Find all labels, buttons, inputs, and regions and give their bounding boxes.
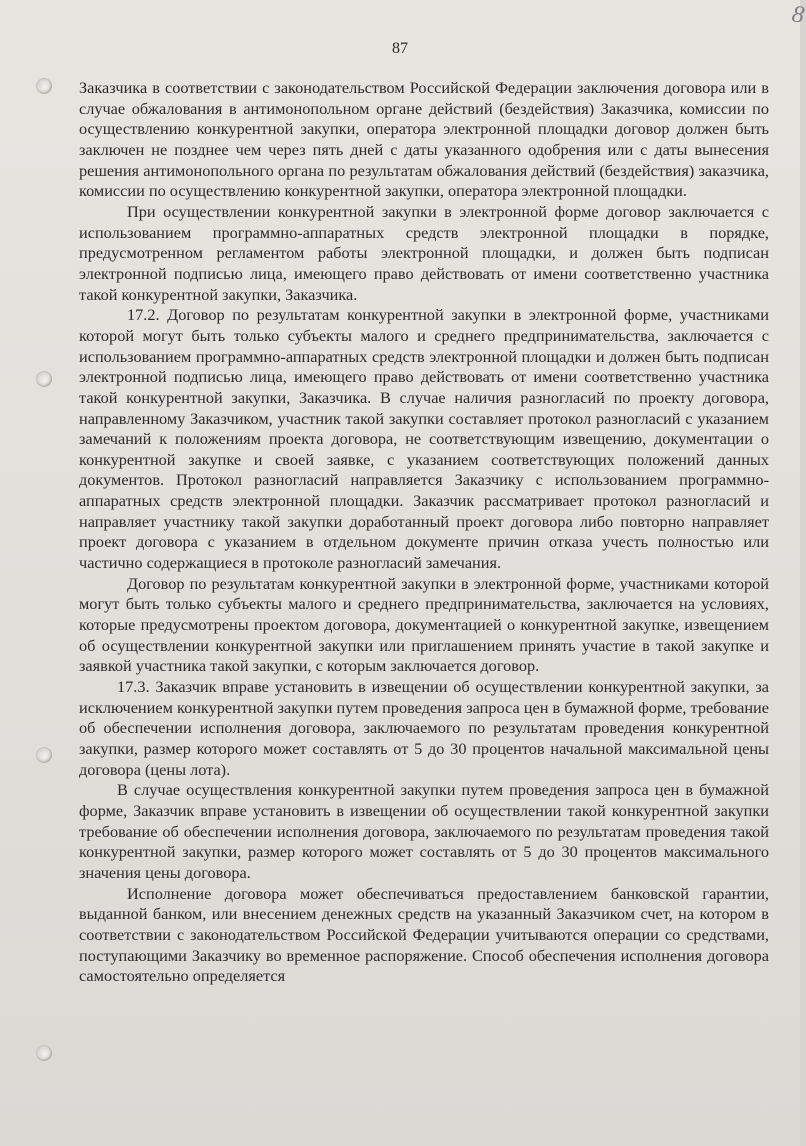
paragraph-17-3: 17.3. Заказчик вправе установить в извещении об осуществлении конкурентной закупки, за исключением конкурентной закупки путем проведения запроса цен в бумажной форме, требование об обеспечении исполнения договора, заключаемого по результатам проведения конкурентной закупки, размер которого может составлять от 5 до 30 процентов начальной максимальной цены договора (цены лота). (79, 677, 769, 779)
paragraph-paper-price-request: В случае осуществления конкурентной закупки путем проведения запроса цен в бумажной форме, Заказчик вправе установить в извещении об осуществлении такой конкурентной закупки требование об обеспечении исполнения договора, заключаемого по результатам проведения такой конкурентной закупки, размер которого может составлять от 5 до 30 процентов максимального значения цены договора. (79, 780, 769, 882)
handwritten-corner-mark: 8 (790, 1, 806, 29)
page-number: 87 (392, 40, 408, 57)
paragraph-security-method: Исполнение договора может обеспечиваться предоставлением банковской гарантии, выданной банком, или внесением денежных средств на указанный Заказчиком счет, на котором в соответствии с законодательством Российской Федерации учитываются операции со средствами, поступающими Заказчику во временное распоряжение. Способ обеспечения исполнения договора самостоятельно определяется (79, 883, 769, 986)
paragraph-17-2: 17.2. Договор по результатам конкурентной закупки в электронной форме, участниками которой могут быть только субъекты малого и среднего предпринимательства, заключается с использованием программно-аппаратных средств электронной площадки и должен быть подписан электронной подписью лица, имеющего право действовать от имени соответственно участника такой конкурентной закупки, Заказчика. В случае наличия разногласий по проекту договора, направленному Заказчиком, участник такой закупки составляет протокол разногласий с указанием замечаний к положениям проекта договора, не соответствующим извещению, документации о конкурентной закупке и своей заявке, с указанием соответствующих положений данных документов. Протокол разногласий направляется Заказчику с использованием программно-аппаратных средств электронной площадки. Заказчик рассматривает протокол разногласий и направляет участнику такой закупки доработанный проект договора либо повторно направляет проект договора с указанием в отдельном документе причин отказа учесть полностью или частично содержащиеся в протоколе разногласий замечания. (79, 305, 769, 573)
paragraph-sme-contract: Договор по результатам конкурентной закупки в электронной форме, участниками которой могут быть только субъекты малого и среднего предпринимательства, заключается на условиях, которые предусмотрены проектом договора, документацией о конкурентной закупке, извещением об осуществлении конкурентной закупки или приглашением принять участие в такой закупке и заявкой участника такой закупки, с которым заключается договор. (79, 573, 769, 676)
document-body (79, 78, 769, 987)
paragraph-electronic-form: При осуществлении конкурентной закупки в электронной форме договор заключается с использованием программно-аппаратных средств электронной площадки в порядке, предусмотренном регламентом работы электронной площадки, и должен быть подписан электронной подписью лица, имеющего право действовать от имени соответственно участника такой конкурентной закупки, Заказчика. (79, 201, 769, 304)
punch-hole-icon (36, 78, 52, 94)
paragraph-continuation: Заказчика в соответствии с законодательством Российской Федерации заключения договора или в случае обжалования в антимонопольном органе действий (бездействия) Заказчика, комиссии по осуществлению конкурентной закупки, оператора электронной площадки договор должен быть заключен не позднее чем через пять дней с даты указанного одобрения или с даты вынесения решения антимонопольного органа по результатам обжалования действий (бездействия) заказчика, комиссии по осуществлению конкурентной закупки, оператора электронной площадки. (79, 78, 769, 201)
punch-hole-icon (36, 747, 52, 763)
punch-hole-icon (36, 371, 52, 387)
punch-hole-icon (36, 1045, 52, 1061)
